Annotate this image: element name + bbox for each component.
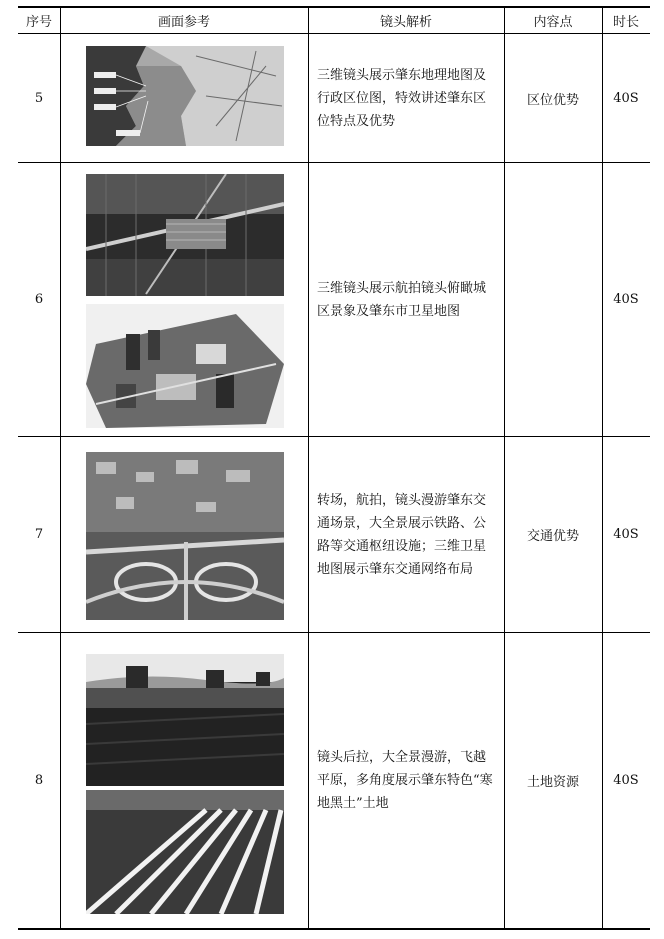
analysis-text: 镜头后拉，大全景漫游，飞越平原，多角度展示肇东特色“寒地黑土”土地 — [317, 750, 493, 811]
analysis-text: 转场，航拍，镜头漫游肇东交通场景，大全景展示铁路、公路等交通枢纽设施；三维卫星地图展示肇东交通网络布局 — [317, 492, 487, 577]
content-point — [504, 163, 602, 436]
row-number: 5 — [34, 90, 44, 106]
column-divider — [60, 8, 61, 928]
header-analysis: 镜头解析 — [379, 15, 432, 30]
city-model-image — [86, 304, 284, 428]
duration: 40S — [613, 292, 639, 307]
header-no: 序号 — [25, 15, 52, 30]
content-point: 区位优势 — [526, 92, 579, 108]
analysis-text: 三维镜头展示航拍镜头俯瞰城区景象及肇东市卫星地图 — [317, 280, 487, 319]
row-number: 6 — [34, 292, 44, 307]
header-reference: 画面参考 — [157, 15, 210, 30]
tractor-field-image — [86, 654, 284, 786]
aerial-city-image — [86, 174, 284, 296]
map-image — [86, 46, 284, 146]
header-content: 内容点 — [533, 15, 573, 30]
highway-interchange-image — [86, 452, 284, 620]
header-duration: 时长 — [612, 15, 639, 30]
row-number: 8 — [34, 773, 44, 788]
analysis-text: 三维镜头展示肇东地理地图及行政区位图，特效讲述肇东区位特点及优势 — [317, 67, 487, 129]
table-bottom-rule — [18, 928, 650, 930]
content-point: 土地资源 — [526, 775, 579, 790]
duration: 40S — [613, 90, 639, 106]
duration: 40S — [613, 773, 639, 788]
duration: 40S — [613, 527, 639, 542]
farm-rows-image — [86, 790, 284, 914]
row-number: 7 — [34, 527, 44, 542]
content-point: 交通优势 — [526, 529, 579, 544]
